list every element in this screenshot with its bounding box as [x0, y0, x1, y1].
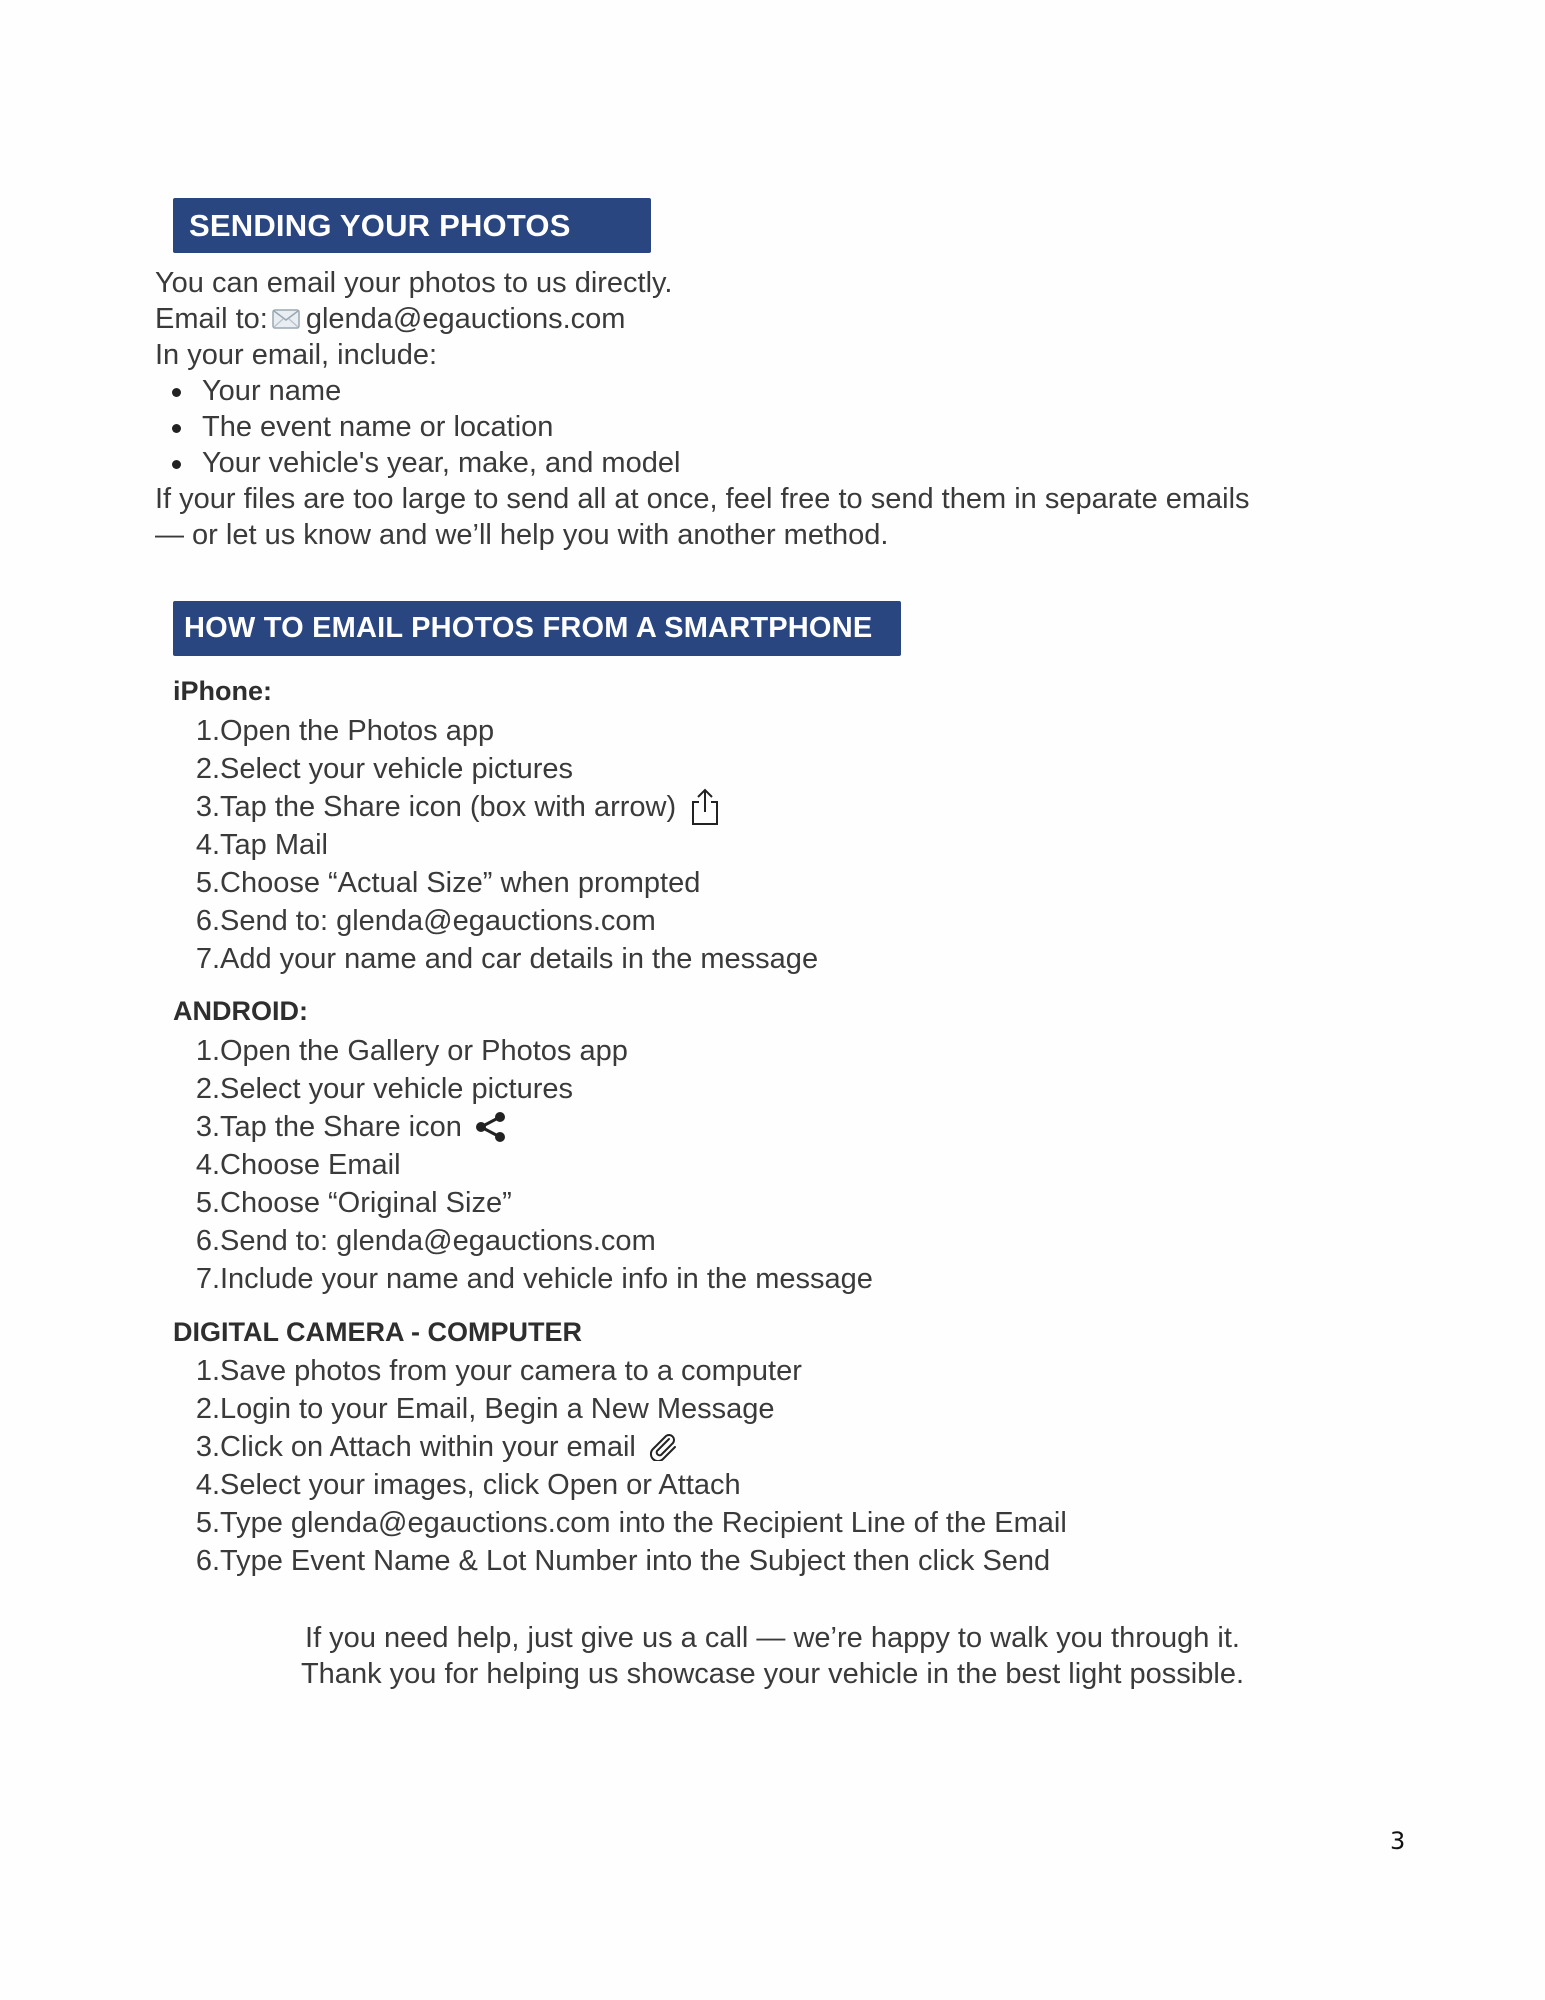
- list-item: Your vehicle's year, make, and model: [170, 445, 680, 481]
- list-item: [173, 1466, 1067, 1504]
- list-item: [173, 940, 818, 978]
- step-text: Send to: glenda@egauctions.com: [220, 1225, 656, 1257]
- step-text: Send to: glenda@egauctions.com: [220, 905, 656, 937]
- step-text: Tap the Share icon (box with arrow): [220, 791, 677, 823]
- camera-heading: DIGITAL CAMERA - COMPUTER: [173, 1317, 582, 1347]
- android-heading: ANDROID:: [173, 996, 308, 1026]
- step-number: 7.: [195, 1263, 220, 1295]
- step-text: Choose “Actual Size” when prompted: [220, 867, 701, 899]
- step-text: Select your vehicle pictures: [220, 1073, 573, 1105]
- step-text: Open the Photos app: [220, 715, 495, 747]
- list-item: [173, 750, 818, 788]
- step-text: Select your images, click Open or Attach: [220, 1469, 741, 1501]
- step-number: 4.: [195, 1149, 220, 1181]
- step-text: Click on Attach within your email: [220, 1431, 636, 1463]
- step-text: Save photos from your camera to a computer: [220, 1355, 802, 1387]
- list-item: [173, 1260, 873, 1298]
- email-line: [155, 301, 625, 339]
- step-text: Open the Gallery or Photos app: [220, 1035, 628, 1067]
- list-item: [173, 1428, 1067, 1466]
- list-item: [173, 1146, 873, 1184]
- step-number: 3.: [195, 1431, 220, 1463]
- step-text: Login to your Email, Begin a New Message: [220, 1393, 775, 1425]
- step-number: 2.: [195, 753, 220, 785]
- list-item: [173, 864, 818, 902]
- list-item: [173, 826, 818, 864]
- paperclip-icon: [648, 1433, 678, 1461]
- step-number: 3.: [195, 1111, 220, 1143]
- step-number: 4.: [195, 829, 220, 861]
- section-title-smartphone: [173, 601, 901, 656]
- ios-share-icon: [688, 788, 722, 826]
- section-title-text: HOW TO EMAIL PHOTOS FROM A SMARTPHONE: [184, 612, 873, 644]
- include-list: [170, 373, 680, 481]
- step-text: Choose “Original Size”: [220, 1187, 512, 1219]
- list-item: [173, 1390, 1067, 1428]
- step-number: 6.: [195, 1225, 220, 1257]
- list-item: Your name: [170, 373, 680, 409]
- list-item: [173, 1184, 873, 1222]
- email-address[interactable]: glenda@egauctions.com: [305, 303, 626, 335]
- step-number: 3.: [195, 791, 220, 823]
- step-text: Select your vehicle pictures: [220, 753, 573, 785]
- list-item: [173, 1504, 1067, 1542]
- step-number: 2.: [195, 1073, 220, 1105]
- step-number: 5.: [195, 1187, 220, 1219]
- step-number: 6.: [195, 905, 220, 937]
- section-title-sending-photos: [173, 198, 651, 253]
- email-label: Email to:: [155, 303, 268, 335]
- step-text: Include your name and vehicle info in the message: [220, 1263, 873, 1295]
- step-number: 1.: [195, 1355, 220, 1387]
- section-title-text: SENDING YOUR PHOTOS: [189, 207, 571, 243]
- list-item: [173, 788, 818, 826]
- list-item: [173, 1352, 1067, 1390]
- android-steps: [173, 1032, 873, 1298]
- step-text: Tap the Share icon: [220, 1111, 462, 1143]
- step-text: Type Event Name & Lot Number into the Subject then click Send: [220, 1545, 1051, 1577]
- iphone-steps: [173, 712, 818, 978]
- android-share-icon: [474, 1111, 508, 1143]
- list-item: [173, 1222, 873, 1260]
- list-item: [173, 1542, 1067, 1580]
- iphone-heading: iPhone:: [173, 676, 272, 706]
- list-item: The event name or location: [170, 409, 680, 445]
- list-item: [173, 1032, 873, 1070]
- large-files-text-2: — or let us know and we’ll help you with another method.: [155, 519, 889, 551]
- step-text: Choose Email: [220, 1149, 401, 1181]
- step-text: Tap Mail: [220, 829, 328, 861]
- list-item: [173, 902, 818, 940]
- include-text: In your email, include:: [155, 339, 438, 371]
- step-number: 7.: [195, 943, 220, 975]
- list-item: [173, 1108, 873, 1146]
- step-number: 4.: [195, 1469, 220, 1501]
- step-number: 5.: [195, 1507, 220, 1539]
- step-number: 1.: [195, 1035, 220, 1067]
- camera-steps: [173, 1352, 1067, 1580]
- footer-help-text: If you need help, just give us a call — we’re happy to walk you through it.: [305, 1622, 1240, 1654]
- list-item: [173, 1070, 873, 1108]
- step-text: Type glenda@egauctions.com into the Recipient Line of the Email: [220, 1507, 1067, 1539]
- list-item: [173, 712, 818, 750]
- step-number: 6.: [195, 1545, 220, 1577]
- footer-thanks-text: Thank you for helping us showcase your vehicle in the best light possible.: [300, 1658, 1245, 1690]
- large-files-text-1: If your files are too large to send all at once, feel free to send them in separate emails: [155, 483, 1250, 515]
- step-number: 2.: [195, 1393, 220, 1425]
- step-number: 5.: [195, 867, 220, 899]
- envelope-icon: [272, 303, 300, 339]
- page-number: 3: [1390, 1827, 1406, 1855]
- step-number: 1.: [195, 715, 220, 747]
- intro-text: You can email your photos to us directly.: [155, 267, 673, 299]
- step-text: Add your name and car details in the message: [220, 943, 819, 975]
